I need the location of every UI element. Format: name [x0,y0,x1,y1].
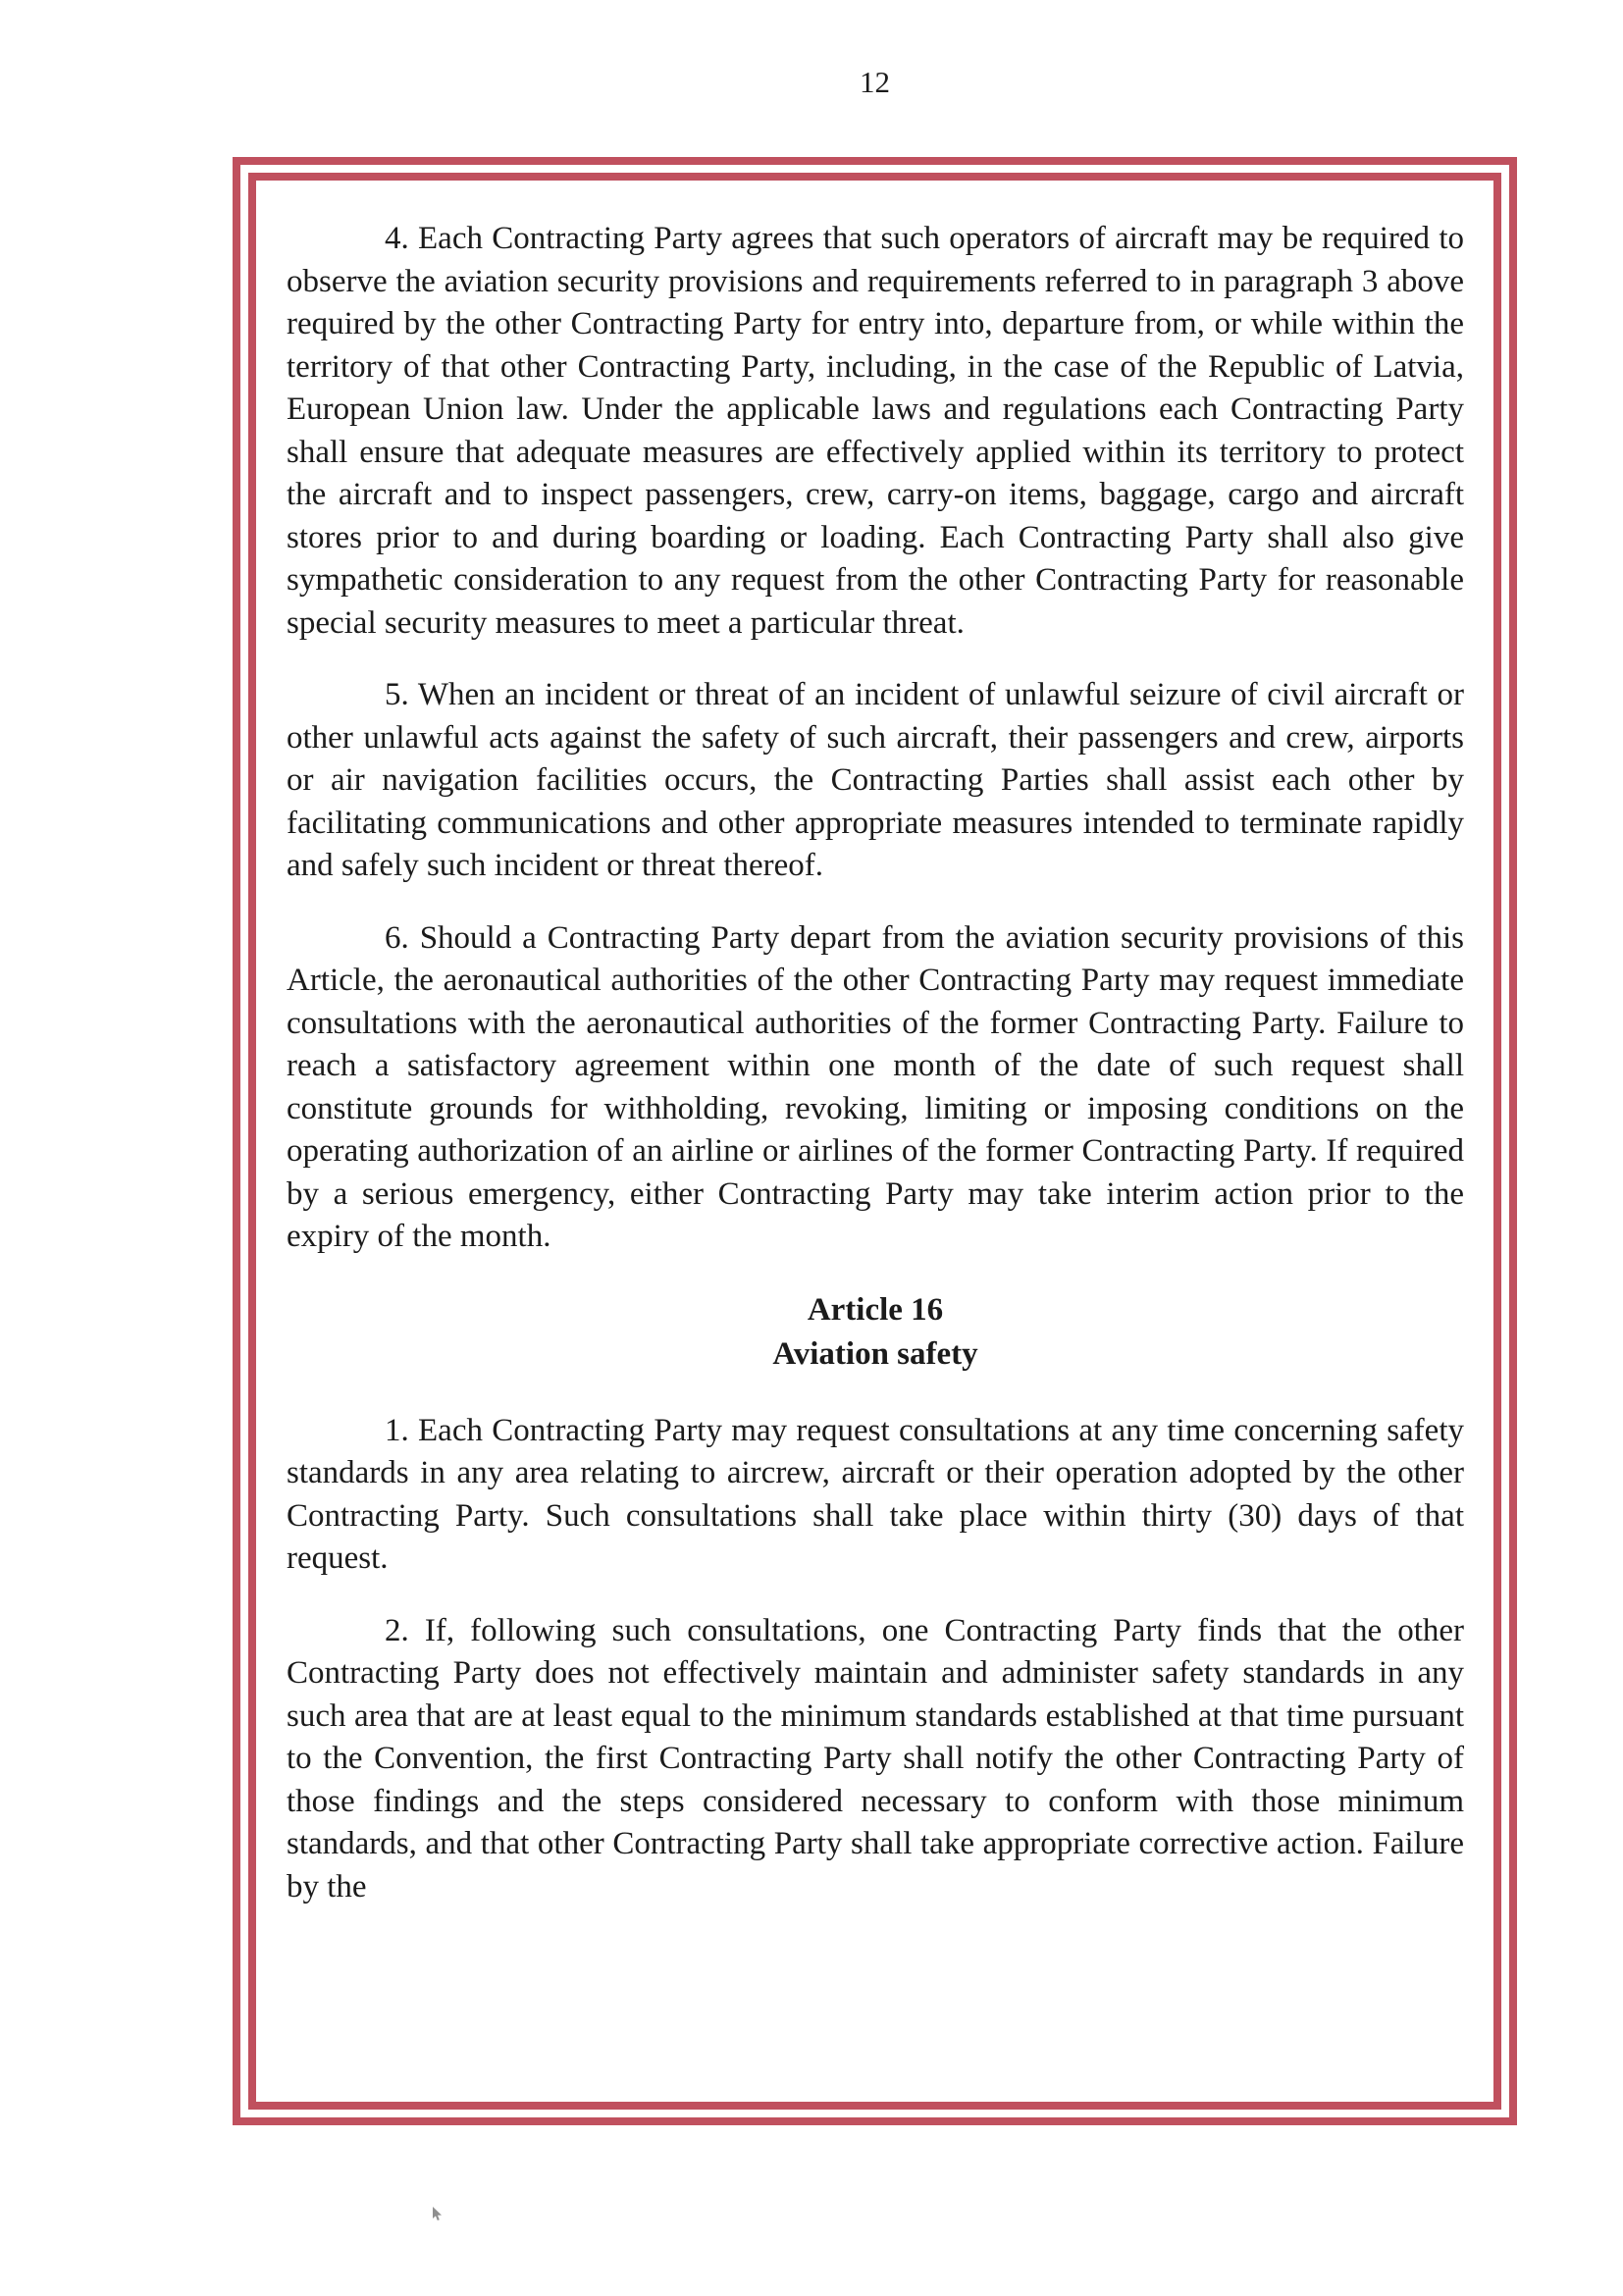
mouse-pointer-icon [432,2207,444,2221]
paragraph-5-aviation-security: 5. When an incident or threat of an incident of unlawful seizure of civil aircraft or other unlawful acts against the safety of such aircraft, their passengers and crew, airports or air navigation facilities occurs, the Contracting Parties shall assist each other by facilitating communications and other appropriate measures intended to terminate rapidly and safely such incident or threat thereof. [287,677,1464,883]
document-body [256,181,1493,2102]
article-heading [287,1288,1464,1377]
document-frame [233,157,1517,2125]
paragraph-1-aviation-safety: 1. Each Contracting Party may request consultations at any time concerning safety standards in any area relating to aircrew, aircraft or their operation adopted by the other Contracting Party. Such consultations shall take place within thirty (30) days of that request. [287,1412,1464,1576]
article-number: Article 16 [807,1291,944,1328]
page-number: 12 [860,65,890,99]
paragraph-6-aviation-security: 6. Should a Contracting Party depart from the aviation security provisions of this Article, the aeronautical authorities of the other Contracting Party may request immediate consultations with the aeronautical authorities of the former Contracting Party. Failure to reach a satisfactory agreement within one month of the date of such request shall constitute grounds for withholding, revoking, limiting or imposing conditions on the operating authorization of an airline or airlines of the former Contracting Party. If required by a serious emergency, either Contracting Party may take interim action prior to the expiry of the month. [287,919,1464,1254]
document-frame-inner [248,173,1501,2110]
paragraph-4-aviation-security: 4. Each Contracting Party agrees that such operators of aircraft may be required to observe the aviation security provisions and requirements referred to in paragraph 3 above required by the other Contracting Party for entry into, departure from, or while within the territory of that other Contracting Party, including, in the case of the Republic of Latvia, European Union law. Under the applicable laws and regulations each Contracting Party shall ensure that adequate measures are effectively applied within its territory to protect the aircraft and to inspect passengers, crew, carry-on items, baggage, cargo and aircraft stores prior to and during boarding or loading. Each Contracting Party shall also give sympathetic consideration to any request from the other Contracting Party for reasonable special security measures to meet a particular threat. [287,221,1464,641]
article-title: Aviation safety [772,1335,978,1372]
paragraph-2-aviation-safety: 2. If, following such consultations, one Contracting Party finds that the other Contracting Party does not effectively maintain and administer safety standards in any such area that are at least equal to the minimum standards established at that time pursuant to the Convention, the first Contracting Party shall notify the other Contracting Party of those findings and the steps considered necessary to conform with those minimum standards, and that other Contracting Party shall take appropriate corrective action. Failure by the [287,1612,1464,1905]
